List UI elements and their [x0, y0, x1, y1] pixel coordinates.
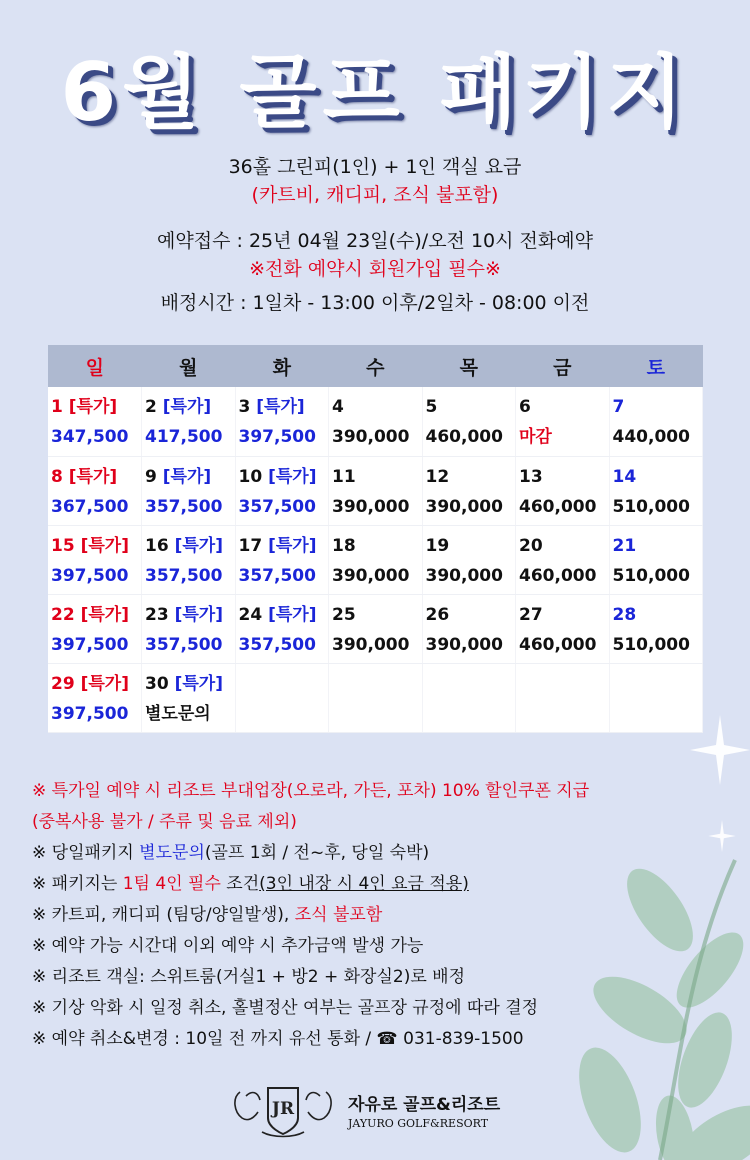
special-price-tag: [특가]	[268, 604, 317, 625]
day-number: 20	[519, 535, 543, 556]
day-number: 12	[425, 466, 450, 487]
day-price: 397,500	[51, 703, 129, 724]
day-price: 417,500	[145, 427, 223, 447]
calendar-week-row	[48, 387, 703, 456]
day-number: 30	[145, 673, 169, 694]
weekday-header: 토	[609, 345, 703, 387]
calendar-day-cell[interactable]	[422, 594, 516, 663]
calendar-day-cell[interactable]	[609, 594, 703, 663]
calendar-day-cell[interactable]	[48, 663, 142, 732]
calendar-day-cell[interactable]	[329, 387, 423, 456]
day-price: 390,000	[332, 496, 410, 517]
weekday-header: 화	[235, 345, 329, 387]
calendar-week-row	[48, 456, 703, 525]
calendar-day-cell[interactable]	[142, 663, 236, 732]
day-number: 7	[612, 397, 625, 417]
special-price-tag: [특가]	[162, 397, 212, 417]
day-number: 21	[612, 535, 637, 556]
note-room-type: ※ 리조트 객실: 스위트룸(거실1 + 방2 + 화장실2)로 배정	[32, 967, 465, 987]
special-price-tag: [특가]	[80, 673, 129, 694]
membership-notice: ※전화 예약시 회원가입 필수※	[249, 258, 501, 280]
day-number: 25	[332, 604, 356, 625]
day-number: 22	[51, 604, 75, 625]
day-number: 27	[519, 604, 543, 625]
calendar-day-cell[interactable]	[516, 387, 610, 456]
calendar-day-cell[interactable]	[142, 594, 236, 663]
special-price-tag: [특가]	[68, 397, 118, 417]
calendar-day-cell[interactable]	[48, 387, 142, 456]
resort-name-korean: 자유로 골프&리조트	[348, 1095, 501, 1115]
day-number: 6	[519, 397, 531, 417]
day-number: 17	[238, 535, 263, 556]
calendar-day-cell[interactable]	[329, 525, 423, 594]
calendar-day-cell[interactable]	[609, 456, 703, 525]
special-price-tag: [특가]	[174, 535, 223, 556]
note-team-requirement: ※ 패키지는 1팀 4인 필수 조건(3인 내장 시 4인 요금 적용)	[32, 874, 469, 894]
day-number: 18	[332, 535, 356, 556]
day-price: 357,500	[238, 565, 316, 586]
day-price: 347,500	[51, 427, 129, 447]
special-price-tag: [특가]	[80, 535, 129, 556]
day-number: 11	[332, 466, 356, 487]
day-price: 390,000	[332, 427, 410, 447]
day-price: 367,500	[51, 496, 129, 517]
day-price: 510,000	[612, 565, 690, 586]
weekday-header: 월	[142, 345, 236, 387]
day-number: 26	[425, 604, 450, 625]
resort-logo	[228, 1082, 500, 1138]
calendar-day-cell[interactable]	[516, 525, 610, 594]
day-price: 357,500	[145, 496, 223, 517]
calendar-day-cell[interactable]	[235, 525, 329, 594]
calendar-day-cell[interactable]	[329, 594, 423, 663]
notes-list	[32, 776, 732, 1055]
phone-icon: ☎	[376, 1029, 404, 1049]
day-price: 357,500	[145, 565, 223, 586]
day-price: 별도문의	[145, 703, 211, 724]
note-day-package: ※ 당일패키지 별도문의(골프 1회 / 전~후, 당일 숙박)	[32, 843, 430, 863]
calendar-day-cell[interactable]	[516, 456, 610, 525]
day-number: 4	[332, 397, 344, 417]
price-calendar	[48, 345, 703, 733]
day-price: 460,000	[425, 427, 503, 447]
calendar-day-cell[interactable]	[142, 456, 236, 525]
note-cancellation: ※ 예약 취소&변경 : 10일 전 까지 유선 통화 / ☎ 031-839-1500	[32, 1029, 524, 1049]
day-number: 29	[51, 673, 75, 694]
page-title: 6월 골프 패키지	[60, 46, 690, 139]
day-number: 23	[145, 604, 169, 625]
package-summary: 36홀 그린피(1인) + 1인 객실 요금	[228, 156, 522, 178]
calendar-day-cell[interactable]	[422, 456, 516, 525]
special-price-tag: [특가]	[162, 466, 212, 487]
day-price: 마감	[519, 427, 552, 447]
calendar-day-cell	[516, 663, 610, 732]
day-price: 390,000	[425, 565, 503, 586]
calendar-day-cell[interactable]	[235, 456, 329, 525]
calendar-day-cell[interactable]	[609, 387, 703, 456]
weekday-header-row	[48, 345, 703, 387]
calendar-day-cell[interactable]	[422, 387, 516, 456]
weekday-header: 금	[516, 345, 610, 387]
note-coupon-exclusions: (중복사용 불가 / 주류 및 음료 제외)	[32, 812, 297, 832]
calendar-day-cell[interactable]	[48, 594, 142, 663]
day-number: 8	[51, 466, 63, 487]
calendar-week-row	[48, 525, 703, 594]
day-number: 28	[612, 604, 637, 625]
note-weather-policy: ※ 기상 악화 시 일정 취소, 홀별정산 여부는 골프장 규정에 따라 결정	[32, 998, 539, 1018]
calendar-day-cell[interactable]	[516, 594, 610, 663]
day-price: 357,500	[238, 634, 316, 655]
day-number: 5	[425, 397, 438, 417]
calendar-week-row	[48, 663, 703, 732]
day-price: 510,000	[612, 496, 690, 517]
calendar-day-cell[interactable]	[329, 456, 423, 525]
phone-number[interactable]: 031-839-1500	[403, 1029, 524, 1049]
day-price: 357,500	[238, 496, 316, 517]
calendar-day-cell	[609, 663, 703, 732]
day-price: 397,500	[51, 634, 129, 655]
day-number: 14	[612, 466, 637, 487]
calendar-day-cell[interactable]	[235, 594, 329, 663]
calendar-day-cell[interactable]	[422, 525, 516, 594]
note-discount-coupon: ※ 특가일 예약 시 리조트 부대업장(오로라, 가든, 포차) 10% 할인쿠폰 지급	[32, 781, 590, 801]
day-number: 3	[238, 397, 251, 417]
day-number: 19	[425, 535, 450, 556]
calendar-week-row	[48, 594, 703, 663]
day-price: 397,500	[51, 565, 129, 586]
calendar-day-cell[interactable]	[142, 525, 236, 594]
day-number: 15	[51, 535, 75, 556]
day-number: 1	[51, 397, 63, 417]
day-price: 390,000	[332, 634, 410, 655]
calendar-day-cell	[422, 663, 516, 732]
special-price-tag: [특가]	[256, 397, 305, 417]
day-number: 9	[145, 466, 157, 487]
calendar-day-cell	[329, 663, 423, 732]
special-price-tag: [특가]	[80, 604, 129, 625]
tee-time-assignment: 배정시간 : 1일차 - 13:00 이후/2일차 - 08:00 이전	[160, 292, 590, 314]
special-price-tag: [특가]	[174, 673, 223, 694]
calendar-day-cell[interactable]	[48, 525, 142, 594]
day-price: 460,000	[519, 496, 597, 517]
special-price-tag: [특가]	[68, 466, 118, 487]
special-price-tag: [특가]	[268, 535, 317, 556]
day-price: 357,500	[145, 634, 223, 655]
day-price: 460,000	[519, 565, 597, 586]
day-price: 397,500	[238, 427, 316, 447]
weekday-header: 수	[329, 345, 423, 387]
package-exclusions: (카트비, 캐디피, 조식 불포함)	[251, 184, 499, 206]
logo-text	[348, 1090, 500, 1130]
reservation-open-date: 예약접수 : 25년 04월 23일(수)/오전 10시 전화예약	[157, 230, 593, 252]
calendar-day-cell[interactable]	[235, 387, 329, 456]
svg-text:JR: JR	[271, 1099, 295, 1119]
day-price: 390,000	[425, 634, 503, 655]
note-extra-charge: ※ 예약 가능 시간대 이외 예약 시 추가금액 발생 가능	[32, 936, 424, 956]
day-number: 2	[145, 397, 157, 417]
weekday-header: 일	[48, 345, 142, 387]
day-price: 390,000	[425, 496, 503, 517]
weekday-header: 목	[422, 345, 516, 387]
calendar-day-cell[interactable]	[142, 387, 236, 456]
calendar-day-cell[interactable]	[48, 456, 142, 525]
day-price: 510,000	[612, 634, 690, 655]
day-price: 460,000	[519, 634, 597, 655]
resort-name-english: JAYURO GOLF&RESORT	[348, 1117, 489, 1130]
special-price-tag: [특가]	[174, 604, 223, 625]
note-fees: ※ 카트피, 캐디피 (팀당/양일발생), 조식 불포함	[32, 905, 383, 925]
crest-icon	[228, 1082, 338, 1138]
day-number: 24	[238, 604, 263, 625]
special-price-tag: [특가]	[268, 466, 317, 487]
day-number: 16	[145, 535, 169, 556]
calendar-day-cell	[235, 663, 329, 732]
day-price: 440,000	[612, 427, 690, 447]
calendar-day-cell[interactable]	[609, 525, 703, 594]
day-number: 13	[519, 466, 543, 487]
day-number: 10	[238, 466, 263, 487]
day-price: 390,000	[332, 565, 410, 586]
